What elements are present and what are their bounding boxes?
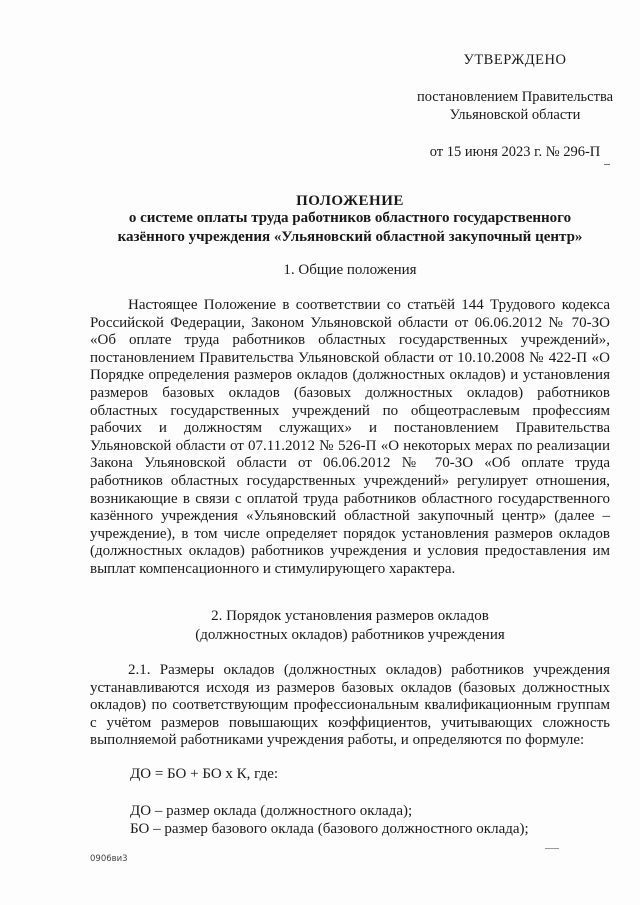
section-1-title: 1. Общие положения bbox=[283, 262, 417, 278]
footer-code: 0906ви3 bbox=[90, 854, 128, 864]
margin-mark bbox=[604, 164, 610, 165]
section-1-paragraph: Настоящее Положение в соответствии со статьёй 144 Трудового кодекса Российской Федерации, Законом Ульяновской области от 06.06.2012 № 70-ЗО «Об оплате труда работников областных государственных учреждений», постановлением Правительства Ульяновской области от 10.10.2008 № 422-П «О Порядке определения размеров окладов (должностных окладов) и установления размеров базовых окладов (базовых должностных окладов) работников областных государственных учреждений по общеотраслевым профессиям рабочих и должностям служащих» и постановлением Правительства Ульяновской области от 07.11.2012 № 526-П «О некоторых мерах по реализации Закона Ульяновской области от 06.06.2012 № 70-ЗО «Об оплате труда работников областных государственных учреждений» регулирует отношения, возникающие в связи с оплатой труда работников областного государственного казённого учреждения «Ульяновский областной закупочный центр» (далее – учреждение), в том числе определяет порядок установления размеров окладов (должностных окладов) работников учреждения и условия предоставления им выплат компенсационного и стимулирующего характера. bbox=[90, 297, 610, 577]
margin-dash bbox=[545, 848, 559, 849]
formula: ДО = БО + БО х К, где: bbox=[130, 766, 279, 782]
section-2-title-line-2: (должностных окладов) работников учреждения bbox=[195, 627, 505, 643]
section-2-title-line-1: 2. Порядок установления размеров окладов bbox=[211, 608, 489, 624]
approval-title: УТВЕРЖДЕНО bbox=[463, 52, 567, 68]
section-2-paragraph: 2.1. Размеры окладов (должностных окладов) работников учреждения устанавливаются исходя из размеров базовых окладов (базовых должностных окладов) по соответствующим профессиональным квалификационным группам с учётом размеров повышающих коэффициентов, учитывающих сложность выполняемой работниками учреждения работы, и определяются по формуле: bbox=[90, 662, 610, 749]
document-title: ПОЛОЖЕНИЕ bbox=[296, 193, 404, 209]
document-subtitle-line-2: казённого учреждения «Ульяновский областной закупочный центр» bbox=[117, 229, 583, 245]
definition-do: ДО – размер оклада (должностного оклада); bbox=[130, 803, 413, 819]
approval-authority: постановлением Правительства bbox=[416, 89, 614, 105]
definition-bo: БО – размер базового оклада (базового должностного оклада); bbox=[130, 821, 529, 837]
document-subtitle-line-1: о системе оплаты труда работников областного государственного bbox=[128, 210, 572, 226]
approval-region: Ульяновской области bbox=[449, 107, 581, 123]
approval-date: от 15 июня 2023 г. № 296-П bbox=[429, 144, 601, 160]
